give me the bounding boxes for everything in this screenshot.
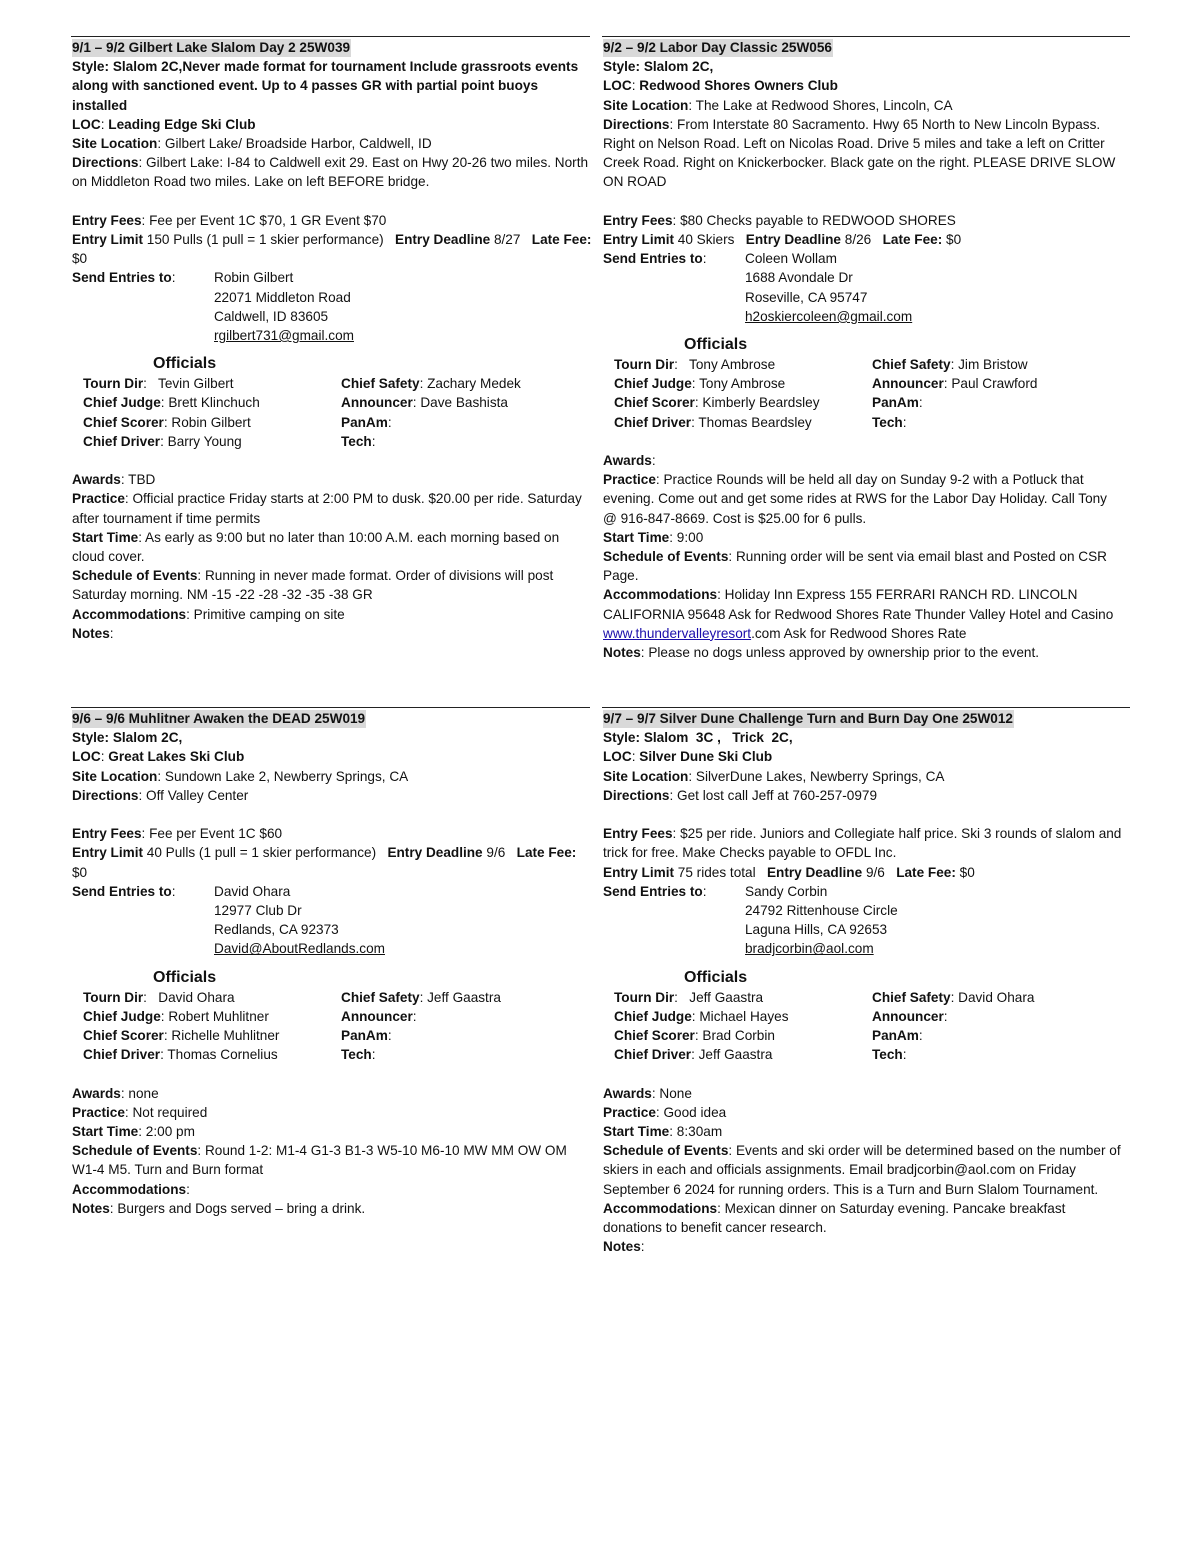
send-city: Laguna Hills, CA 92653: [745, 922, 888, 938]
site-location-row: Site Location: Gilbert Lake/ Broadside Harbor, Caldwell, ID: [72, 136, 432, 152]
directions-row: Directions: Gilbert Lake: I-84 to Caldwell exit 29. East on Hwy 20-26 two miles. North on Middleton Road two miles. Lake on left BEFORE bridge.: [72, 155, 589, 190]
event-block-gilbert-lake: [72, 38, 592, 643]
style-value: Slalom 2C,: [112, 730, 183, 746]
officials-table: Tourn Dir: Jeff Gaastra Chief Judge: Michael Hayes Chief Scorer: Brad Corbin Chief Driver: Jeff Gaastra Chief Safety: David Ohara Announcer: PanAm: Tech:: [614, 989, 1035, 1063]
event-block-muhlitner: [72, 709, 592, 1218]
event-block-labor-day: [603, 38, 1123, 662]
send-name: Robin Gilbert: [214, 270, 294, 286]
loc-row: LOC: Leading Edge Ski Club: [72, 116, 256, 132]
schedule-row: Schedule of Events: Running in never made format. Order of divisions will post Saturday morning. NM -15 -22 -28 -32 -35 -38 GR: [72, 568, 554, 603]
style-value: Slalom 2C,Never made format for tournament Include grassroots events along with sanctioned event. Up to 4 passes GR with partial point buoys installed: [72, 59, 579, 113]
accommodations-row: Accommodations: Mexican dinner on Saturday evening. Pancake breakfast donations to benefit cancer research.: [603, 1200, 1066, 1236]
directions-row: Directions: Off Valley Center: [72, 787, 249, 803]
entry-limit-row: Entry Limit 75 rides total Entry Deadline 9/6 Late Fee: $0: [603, 864, 975, 880]
officials-heading: Officials: [153, 968, 217, 986]
entry-fees-row: Entry Fees: $80 Checks payable to REDWOOD SHORES: [603, 212, 956, 228]
site-location-row: Site Location: The Lake at Redwood Shores, Lincoln, CA: [603, 97, 953, 113]
officials-heading: Officials: [684, 968, 748, 986]
accommodations-row: Accommodations:: [72, 1181, 190, 1197]
send-email-link[interactable]: bradjcorbin@aol.com: [745, 941, 874, 957]
send-entries: Send Entries to: Sandy Corbin 24792 Rittenhouse Circle Laguna Hills, CA 92653 bradjcorbin@aol.com: [603, 883, 898, 957]
officials-table: Tourn Dir: Tony Ambrose Chief Judge: Tony Ambrose Chief Scorer: Kimberly Beardsley Chief Driver: Thomas Beardsley Chief Safety: Jim Bristow Announcer: Paul Crawford PanAm: Tech:: [614, 357, 1038, 430]
notes-row: Notes:: [603, 1239, 645, 1255]
style-row: Style: Slalom 2C,: [72, 730, 183, 746]
awards-row: Awards: none: [72, 1085, 159, 1101]
entry-limit-row: Entry Limit 150 Pulls (1 pull = 1 skier performance) Entry Deadline 8/27 Late Fee: $0: [72, 232, 592, 267]
loc-row: LOC: Silver Dune Ski Club: [603, 749, 773, 765]
awards-row: Awards: None: [603, 1085, 692, 1101]
loc-row: LOC: Redwood Shores Owners Club: [603, 78, 838, 94]
practice-row: Practice: Practice Rounds will be held all day on Sunday 9-2 with a Potluck that evening. Come out and get some rides at RWS for the Labor Day Holiday. Call Tony @ 916-847-8669. Cost is $25.00 for 6 pulls.: [603, 472, 1107, 526]
send-name: David Ohara: [214, 883, 291, 899]
style-row: Style: Slalom 3C , Trick 2C,: [603, 730, 793, 746]
notes-row: Notes:: [72, 625, 114, 641]
mid-rule-left: [71, 707, 590, 708]
send-email-link[interactable]: David@AboutRedlands.com: [214, 941, 385, 957]
officials-heading: Officials: [153, 355, 217, 373]
style-value: Slalom 3C , Trick 2C,: [643, 730, 793, 746]
schedule-row: Schedule of Events: Running order will be sent via email blast and Posted on CSR Page.: [603, 549, 1107, 584]
event-title: 9/6 – 9/6 Muhlitner Awaken the DEAD 25W019: [72, 711, 366, 726]
practice-row: Practice: Official practice Friday starts at 2:00 PM to dusk. $20.00 per ride. Saturday after tournament if time permits: [72, 491, 582, 526]
loc-value: Silver Dune Ski Club: [639, 749, 773, 765]
schedule-row: Schedule of Events: Round 1-2: M1-4 G1-3 B1-3 W5-10 M6-10 MW MM OW OM W1-4 M5. Turn and Burn format: [72, 1143, 567, 1178]
officials-heading: Officials: [684, 336, 748, 354]
entry-limit-row: Entry Limit 40 Pulls (1 pull = 1 skier performance) Entry Deadline 9/6 Late Fee: $0: [72, 845, 577, 880]
officials-table: Tourn Dir: David Ohara Chief Judge: Robert Muhlitner Chief Scorer: Richelle Muhlitner Chief Driver: Thomas Cornelius Chief Safety: Jeff Gaastra Announcer: PanAm: Tech:: [83, 989, 501, 1063]
send-email-link[interactable]: h2oskiercoleen@gmail.com: [745, 308, 913, 324]
send-name: Sandy Corbin: [745, 883, 828, 899]
send-city: Caldwell, ID 83605: [214, 308, 329, 324]
send-entries: Send Entries to: Robin Gilbert 22071 Middleton Road Caldwell, ID 83605 rgilbert731@gmail.com: [72, 270, 354, 344]
top-rule-left: [71, 36, 590, 37]
start-time-row: Start Time: 2:00 pm: [72, 1124, 195, 1140]
practice-row: Practice: Not required: [72, 1104, 208, 1120]
send-entries: Send Entries to: Coleen Wollam 1688 Avondale Dr Roseville, CA 95747 h2oskiercoleen@gmail.com: [603, 251, 913, 324]
awards-row: Awards:: [603, 453, 656, 469]
send-city: Redlands, CA 92373: [214, 922, 339, 938]
entry-fees-row: Entry Fees: $25 per ride. Juniors and Collegiate half price. Ski 3 rounds of slalom and trick for free. Make Checks payable to OFDL Inc.: [603, 826, 1122, 861]
site-location-row: Site Location: SilverDune Lakes, Newberry Springs, CA: [603, 768, 945, 784]
send-city: Roseville, CA 95747: [745, 289, 868, 305]
event-title: 9/2 – 9/2 Labor Day Classic 25W056: [603, 40, 832, 55]
schedule-row: Schedule of Events: Events and ski order will be determined based on the number of skiers in each and officials assignments. Email bradjcorbin@aol.com on Friday September 6 2024 for running orders. This is a Turn and Burn Slalom Tournament.: [603, 1143, 1121, 1197]
send-street: 22071 Middleton Road: [214, 289, 351, 305]
thundervalley-link[interactable]: www.thundervalleyresort: [603, 625, 752, 641]
accommodations-row: Accommodations: Holiday Inn Express 155 FERRARI RANCH RD. LINCOLN CALIFORNIA 95648 Ask for Redwood Shores Rate Thunder Valley Hotel and Casino www.thundervalleyresort.com Ask for Redwood Shores Rate: [603, 587, 1114, 641]
start-time-row: Start Time: As early as 9:00 but no later than 10:00 A.M. each morning based on cloud cover.: [72, 529, 560, 565]
entry-fees-row: Entry Fees: Fee per Event 1C $70, 1 GR Event $70: [72, 212, 387, 228]
event-block-silver-dune: [603, 709, 1123, 1256]
start-time-row: Start Time: 9:00: [603, 529, 704, 545]
practice-row: Practice: Good idea: [603, 1104, 727, 1120]
send-street: 24792 Rittenhouse Circle: [745, 903, 898, 919]
loc-value: Leading Edge Ski Club: [108, 116, 256, 132]
mid-rule-right: [602, 707, 1130, 708]
accommodations-row: Accommodations: Primitive camping on site: [72, 606, 345, 622]
style-row: Style: Slalom 2C,Never made format for tournament Include grassroots events along with sanctioned event. Up to 4 passes GR with partial point buoys installed: [72, 59, 579, 113]
top-rule-right: [602, 36, 1130, 37]
officials-table: Tourn Dir: Tevin Gilbert Chief Judge: Brett Klinchuch Chief Scorer: Robin Gilbert Chief Driver: Barry Young Chief Safety: Zachary Medek Announcer: Dave Bashista PanAm: Tech:: [83, 376, 521, 449]
style-row: Style: Slalom 2C,: [603, 59, 714, 75]
awards-row: Awards: TBD: [72, 472, 156, 488]
send-name: Coleen Wollam: [745, 251, 837, 267]
loc-row: LOC: Great Lakes Ski Club: [72, 749, 245, 765]
site-location-row: Site Location: Sundown Lake 2, Newberry Springs, CA: [72, 768, 409, 784]
style-value: Slalom 2C,: [643, 59, 714, 75]
notes-row: Notes: Please no dogs unless approved by ownership prior to the event.: [603, 645, 1040, 661]
send-email-link[interactable]: rgilbert731@gmail.com: [214, 328, 354, 344]
start-time-row: Start Time: 8:30am: [603, 1124, 723, 1140]
directions-row: Directions: From Interstate 80 Sacramento. Hwy 65 North to New Lincoln Bypass. Right on Nelson Road. Left on Nicolas Road. Drive 5 miles and take a left on Critter Creek Road. Right on Knickerbocker. Black gate on the right. PLEASE DRIVE SLOW ON ROAD: [603, 116, 1116, 190]
event-title: 9/1 – 9/2 Gilbert Lake Slalom Day 2 25W039: [72, 40, 351, 55]
send-street: 12977 Club Dr: [214, 903, 302, 919]
loc-value: Great Lakes Ski Club: [108, 749, 245, 765]
send-street: 1688 Avondale Dr: [745, 270, 853, 286]
entry-limit-row: Entry Limit 40 Skiers Entry Deadline 8/26 Late Fee: $0: [603, 232, 962, 248]
directions-row: Directions: Get lost call Jeff at 760-257-0979: [603, 787, 878, 803]
notes-row: Notes: Burgers and Dogs served – bring a drink.: [72, 1200, 366, 1216]
entry-fees-row: Entry Fees: Fee per Event 1C $60: [72, 826, 283, 842]
loc-value: Redwood Shores Owners Club: [639, 78, 838, 94]
send-entries: Send Entries to: David Ohara 12977 Club Dr Redlands, CA 92373 David@AboutRedlands.com: [72, 883, 385, 957]
event-title: 9/7 – 9/7 Silver Dune Challenge Turn and Burn Day One 25W012: [603, 711, 1013, 726]
